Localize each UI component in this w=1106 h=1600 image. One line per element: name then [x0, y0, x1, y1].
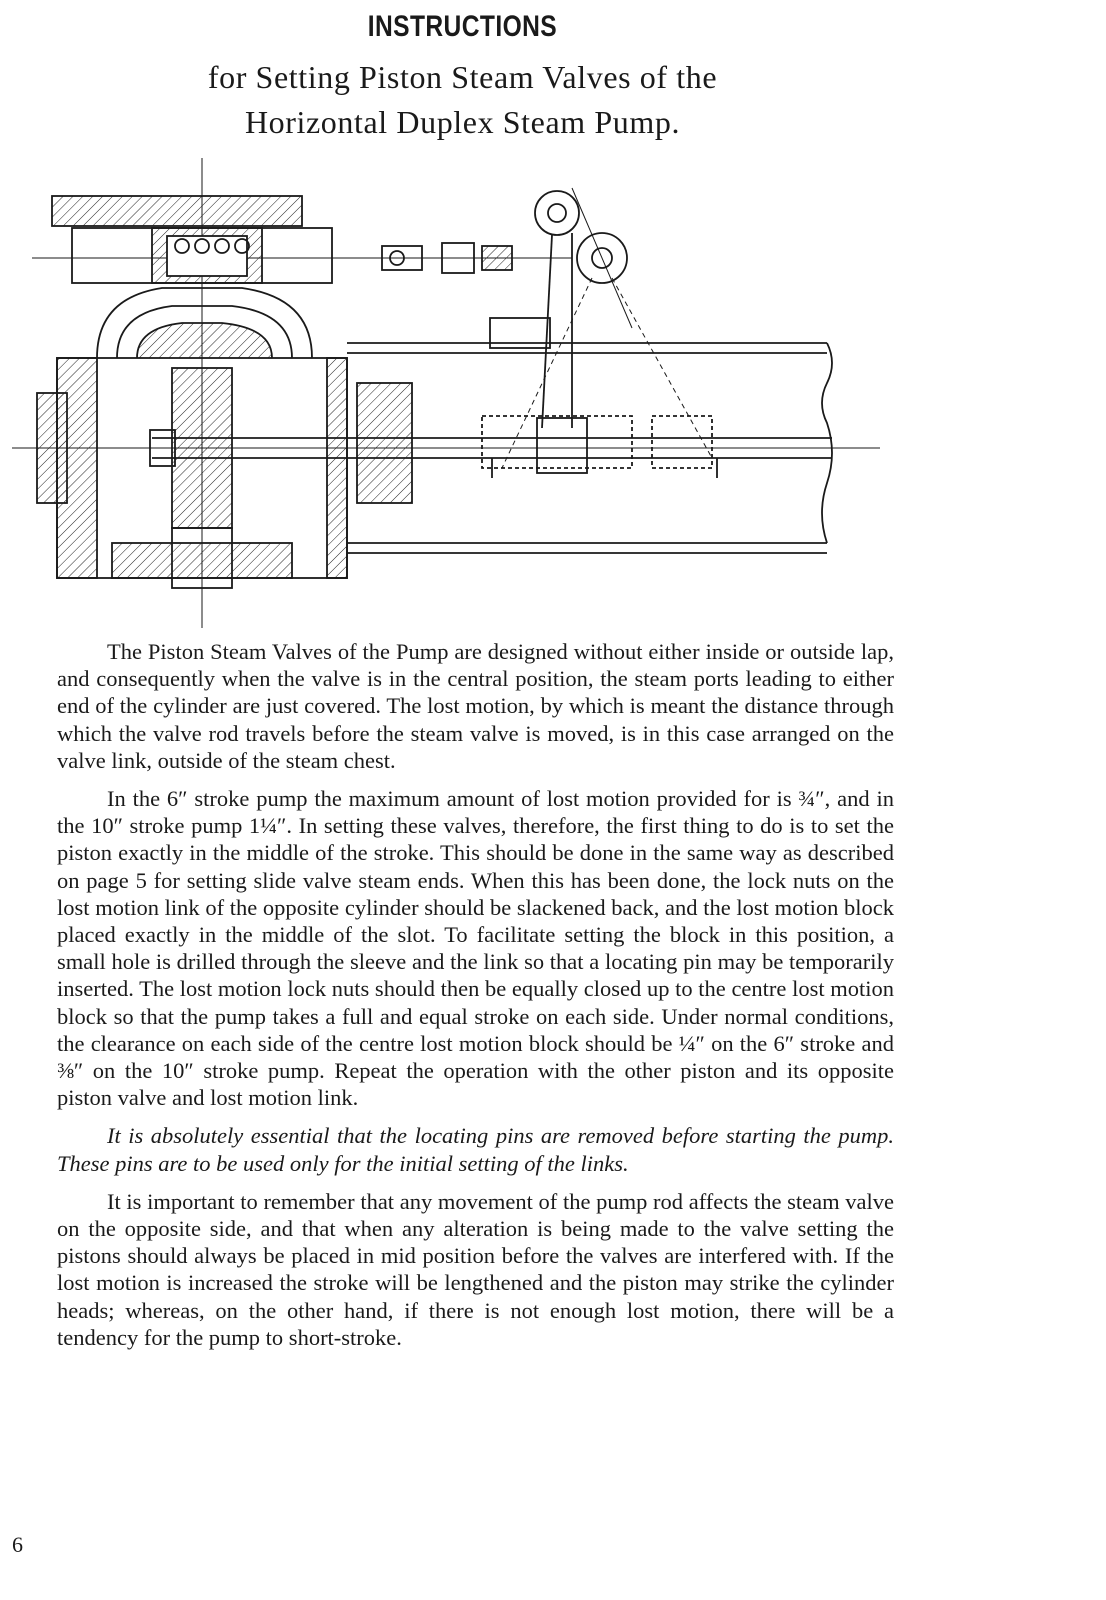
page-subtitle — [0, 55, 925, 145]
paragraph-setting-procedure: In the 6″ stroke pump the maximum amount of lost motion provided for is ¾″, and in the 10″ stroke pump 1¼″. In setting these valves, therefore, the first thing to do is to set the piston exactly in the middle of the stroke. This should be done in the same way as described on page 5 for setting slide valve steam ends. When this has been done, the lock nuts on the lost motion link of the opposite cylinder should be slackened back, and the lost motion block placed exactly in the middle of the slot. To facilitate setting the block in this position, a small hole is drilled through the sleeve and the link so that a locating pin may be temporarily inserted. The lost motion lock nuts should then be equally closed up to the centre lost motion block so that the pump takes a full and equal stroke on each side. Under normal conditions, the clearance on each side of the centre lost motion block should be ¼″ on the 6″ stroke and ⅜″ on the 10″ stroke pump. Repeat the operation with the other piston and its opposite piston valve and lost motion link. — [57, 786, 894, 1111]
subtitle-line-1: for Setting Piston Steam Valves of the — [207, 59, 718, 95]
paragraph-lap-description: The Piston Steam Valves of the Pump are designed without either inside or outside lap, and consequently when the valve is in the central position, the steam ports leading to either end of the cylinder are just covered. The lost motion, by which is meant the distance through which the valve rod travels before the steam valve is moved, is in this case arranged on the valve link, outside of the steam chest. — [57, 639, 894, 773]
steam-pump-cross-section-diagram — [12, 158, 882, 628]
page-number: 6 — [12, 1532, 23, 1557]
instructions-body — [57, 638, 894, 1362]
paragraph-pump-rod-note: It is important to remember that any movement of the pump rod affects the steam valve on the opposite side, and that when any alteration is being made to the valve setting the pistons should always be placed in mid position before the valves are interfered with. If the lost motion is increased the stroke will be lengthened and the piston may strike the cylinder heads; whereas, on the other hand, if there is not enough lost motion, there will be a tendency for the pump to short-stroke. — [57, 1188, 894, 1350]
page-title: INSTRUCTIONS — [367, 10, 558, 43]
subtitle-line-2: Horizontal Duplex Steam Pump. — [244, 104, 681, 140]
paragraph-warning: It is absolutely essential that the locating pins are removed before starting the pump. These pins are to be used only for the initial setting of the links. — [57, 1123, 894, 1176]
